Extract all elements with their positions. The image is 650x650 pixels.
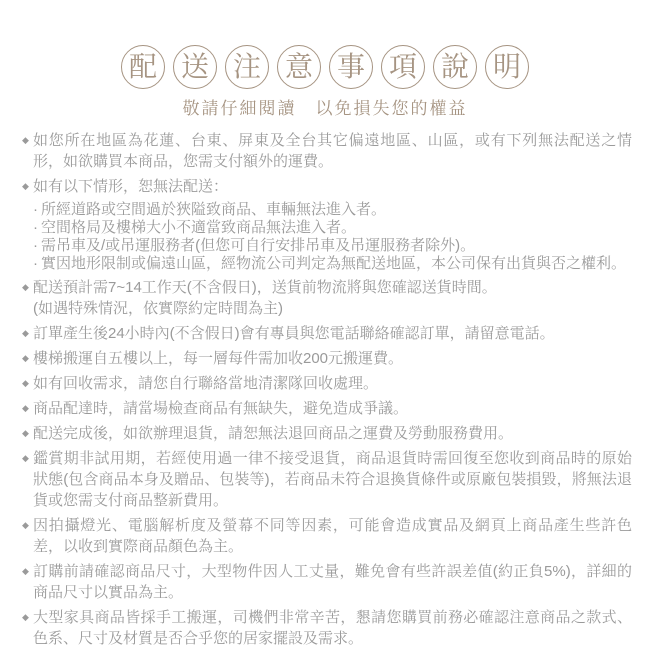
bullet-diamond-icon: ◆ xyxy=(22,181,29,191)
notice-item xyxy=(22,176,632,197)
notice-item xyxy=(22,277,632,319)
title-char-circle: 項 xyxy=(381,45,425,89)
notice-item xyxy=(22,398,632,419)
notice-item xyxy=(22,373,632,394)
dot-bullet-icon: · xyxy=(33,201,38,218)
dot-bullet-icon: · xyxy=(33,255,38,272)
notice-item xyxy=(22,323,632,344)
bullet-diamond-icon: ◆ xyxy=(22,612,29,622)
notice-item xyxy=(22,130,632,172)
title-char-circle: 事 xyxy=(329,45,373,89)
bullet-diamond-icon: ◆ xyxy=(22,453,29,463)
bullet-diamond-icon: ◆ xyxy=(22,328,29,338)
title-char-circle: 說 xyxy=(433,45,477,89)
notice-sub-item xyxy=(33,237,632,255)
page-title xyxy=(0,45,650,89)
notice-sub-item xyxy=(33,201,632,219)
notice-sub-list xyxy=(33,201,632,273)
notice-text: 樓梯搬運自五樓以上，每一層每件需加收200元搬運費。 xyxy=(33,350,404,367)
notice-item xyxy=(22,515,632,557)
notice-item xyxy=(22,448,632,511)
notice-text: 如有回收需求，請您自行聯絡當地清潔隊回收處理。 xyxy=(33,375,379,392)
notice-text: 如有以下情形，恕無法配送： xyxy=(33,178,229,195)
notice-text xyxy=(33,277,632,319)
title-char-circle: 意 xyxy=(277,45,321,89)
bullet-diamond-icon: ◆ xyxy=(22,428,29,438)
bullet-diamond-icon: ◆ xyxy=(22,378,29,388)
notice-text: 如您所在地區為花蓮、台東、屏東及全台其它偏遠地區、山區，或有下列無法配送之情形，如欲購買本商品，您需支付額外的運費。 xyxy=(33,132,632,170)
title-char-circle: 明 xyxy=(485,45,529,89)
notice-text: 訂單產生後24小時內(不含假日)會有專員與您電話聯絡確認訂單，請留意電話。 xyxy=(33,325,555,342)
notice-note: (如遇特殊情況，依實際約定時間為主) xyxy=(33,300,283,317)
notice-sub-item xyxy=(33,219,632,237)
notice-item xyxy=(22,348,632,369)
title-char-circle: 送 xyxy=(173,45,217,89)
notice-text: 訂購前請確認商品尺寸，大型物件因人工丈量，難免會有些許誤差值(約正負5%)，詳細的商品尺寸以實品為主。 xyxy=(33,563,632,601)
notice-sub-text: 所經道路或空間過於狹隘致商品、車輛無法進入者。 xyxy=(41,201,387,218)
notice-item xyxy=(22,423,632,444)
bullet-diamond-icon: ◆ xyxy=(22,135,29,145)
subtitle: 敬請仔細閱讀 以免損失您的權益 xyxy=(182,99,468,118)
notice-item xyxy=(22,561,632,603)
notice-sub-text: 需吊車及/或吊運服務者(但您可自行安排吊車及吊運服務者除外)。 xyxy=(41,237,476,254)
bullet-diamond-icon: ◆ xyxy=(22,282,29,292)
title-char-circle: 注 xyxy=(225,45,269,89)
notice-sub-item xyxy=(33,255,632,273)
bullet-diamond-icon: ◆ xyxy=(22,403,29,413)
title-char-circle: 配 xyxy=(121,45,165,89)
notice-text: 大型家具商品皆採手工搬運，司機們非常辛苦，懇請您購買前務必確認注意商品之款式、色系、尺寸及材質是否合乎您的居家擺設及需求。 xyxy=(33,609,632,647)
page-header xyxy=(0,0,650,119)
dot-bullet-icon: · xyxy=(33,219,38,236)
notice-list xyxy=(0,119,650,649)
bullet-diamond-icon: ◆ xyxy=(22,520,29,530)
notice-sub-text: 空間格局及樓梯大小不適當致商品無法進入者。 xyxy=(41,219,357,236)
dot-bullet-icon: · xyxy=(33,237,38,254)
notice-text: 鑑賞期非試用期，若經使用過一律不接受退貨，商品退貨時需回復至您收到商品時的原始狀態(包含商品本身及贈品、包裝等)，若商品未符合退換貨條件或原廠包裝損毀，將無法退貨或您需支付商品整新費用。 xyxy=(33,450,632,509)
notice-text: 商品配達時，請當場檢查商品有無缺失，避免造成爭議。 xyxy=(33,400,409,417)
bullet-diamond-icon: ◆ xyxy=(22,353,29,363)
notice-text: 配送完成後，如欲辦理退貨，請恕無法退回商品之運費及勞動服務費用。 xyxy=(33,425,514,442)
notice-sub-text: 實因地形限制或偏遠山區，經物流公司判定為無配送地區，本公司保有出貨與否之權利。 xyxy=(41,255,627,272)
notice-text: 因拍攝燈光、電腦解析度及螢幕不同等因素，可能會造成實品及網頁上商品產生些許色差，以收到實際商品顏色為主。 xyxy=(33,517,632,555)
notice-text-line: 配送預計需7~14工作天(不含假日)，送貨前物流將與您確認送貨時間。 xyxy=(33,279,497,296)
notice-item xyxy=(22,607,632,649)
bullet-diamond-icon: ◆ xyxy=(22,566,29,576)
